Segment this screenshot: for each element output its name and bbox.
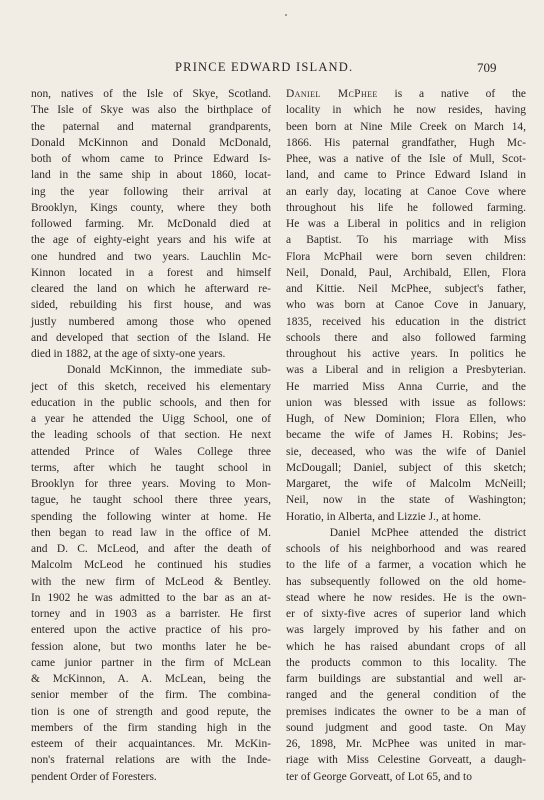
text-line: riage with Miss Celestine Gorveatt, a daugh-: [286, 754, 526, 767]
text-line: entered upon the active practice of his pro-: [31, 624, 271, 637]
text-line: and D. C. McLeod, and after the death of: [31, 543, 271, 555]
text-line: ter of George Gorveatt, of Lot 65, and to: [286, 770, 472, 783]
text-line: tague, he taught school there three years,: [31, 494, 271, 507]
text-line: 26, 1898, Mr. McPhee was united in mar-: [286, 738, 526, 750]
text-line: came junior partner in the firm of McLean: [31, 656, 271, 669]
text-line: schools there and also followed farming: [286, 331, 526, 344]
text-line: members of the firm standing high in the: [31, 721, 271, 734]
text-line: was largely improved by his father and on: [286, 624, 526, 637]
text-line: McDougall; Daniel, subject of this sketch;: [286, 461, 526, 474]
text-line: The Isle of Skye was also the birthplace of: [31, 104, 271, 117]
text-line: both of whom came to Prince Edward Is-: [31, 153, 271, 165]
text-line: throughout his active years. In politics he: [286, 348, 526, 360]
text-line: justly numbered among those who opened: [31, 315, 271, 328]
text-line: esteem of their acquaintances. Mr. McKin-: [31, 738, 271, 750]
text-line: In 1902 he was admitted to the bar as an at-: [31, 591, 271, 604]
lead-name: Daniel McPhee: [286, 88, 378, 100]
text-line: farm buildings are substantial and well ar-: [286, 673, 526, 685]
text-line: Neil, Donald, Paul, Archibald, Ellen, Flora: [286, 266, 526, 279]
text-line: and developed that section of the Island. He: [31, 331, 271, 344]
text-line: Hugh, of New Dominion; Flora Ellen, who: [286, 413, 526, 425]
text-line: He was a Liberal in politics and in religion: [286, 218, 526, 230]
text-line: has subsequently followed on the old home-: [286, 575, 526, 588]
text-line: & McKinnon, A. A. McLean, being the: [31, 673, 271, 685]
text-line: Margaret, the wife of Malcolm McNeill;: [286, 478, 526, 490]
text-line: Donald McKinnon and Donald McDonald,: [31, 136, 271, 149]
text-line: ranged and the general condition of the: [286, 689, 526, 702]
running-head: PRINCE EDWARD ISLAND.: [175, 60, 354, 74]
text-line: premises indicates the owner to be a man of: [286, 705, 526, 718]
text-line: cleared the land on which he afterward re-: [31, 283, 271, 295]
text-line: the age of eighty-eight years and his wife at: [31, 234, 271, 247]
text-line: with the new firm of McLeod & Bentley.: [31, 575, 271, 588]
text-line: a year he attended the Uigg School, one of: [31, 413, 271, 425]
text-line: land, and came to Prince Edward Island in: [286, 169, 526, 182]
page-number: 709: [477, 60, 497, 75]
text-line: and Kittie. Neil McPhee, subject's father,: [286, 283, 526, 295]
text-line: 1835, received his education in the district: [286, 315, 526, 328]
text-line: land in the same ship in about 1860, locat-: [31, 169, 271, 182]
text-line: Brooklyn for three years. Moving to Mon-: [31, 478, 271, 490]
text-line: tion is one of strength and good repute, the: [31, 705, 271, 718]
text-line: non, natives of the Isle of Skye, Scotland.: [31, 88, 271, 100]
text-line: the leading schools of that section. He next: [31, 429, 271, 442]
text-line: torney and in 1903 as a barrister. He first: [31, 608, 271, 620]
text-line: Horatio, in Alberta, and Lizzie J., at home.: [286, 510, 482, 523]
text-line: been born at Nine Mile Creek on March 14,: [286, 120, 526, 133]
text-line: died in 1882, at the age of sixty-one years.: [31, 348, 226, 360]
text-line: followed farming. Mr. McDonald died at: [31, 218, 271, 230]
text-line: fession alone, but two months later he be-: [31, 640, 271, 653]
text-line: an early day, locating at Canoe Cove where: [286, 185, 526, 198]
left-column: [31, 86, 271, 785]
text-line: sound judgment and good taste. On May: [286, 721, 526, 734]
text-line: terms, after which he taught school in: [31, 461, 271, 474]
text-line: stead where he now resides. He is the own-: [286, 591, 526, 604]
text-line: Brooklyn, Kings county, where they both: [31, 201, 271, 214]
text-line: 1866. His paternal grandfather, Hugh Mc-: [286, 136, 526, 149]
text-line: sided, rebuilding his first house, and was: [31, 299, 271, 312]
text-line: then began to read law in the office of M.: [31, 526, 271, 539]
text-line: Phee, was a native of the Isle of Mull, Scot-: [286, 153, 526, 165]
text-line: throughout his life he followed farming.: [286, 201, 526, 214]
text-line: pendent Order of Foresters.: [31, 770, 157, 783]
text-line: senior member of the firm. The combina-: [31, 689, 271, 702]
text-line: Daniel McPhee attended the district: [286, 526, 526, 539]
text-line: spending the following winter at home. He: [31, 510, 271, 523]
text-line: Kinnon located in a forest and himself: [31, 266, 271, 279]
text-line: Donald McKinnon, the immediate sub-: [31, 364, 271, 377]
first-line-rest: is a native of the: [377, 88, 526, 100]
text-line: attended Prince of Wales College three: [31, 445, 271, 458]
text-line: became the wife of James H. Robins; Jes-: [286, 429, 526, 442]
text-line: er of sixty-five acres of superior land which: [286, 608, 526, 620]
text-line: non's fraternal relations are with the Inde-: [31, 754, 271, 767]
text-line: to the life of a farmer, a vocation which he: [286, 559, 526, 572]
text-line: union was blessed with issue as follows:: [286, 396, 526, 409]
text-line: ject of this sketch, received his elementary: [31, 380, 271, 393]
text-line: [286, 86, 526, 102]
text-line: education in the public schools, and then for: [31, 396, 271, 409]
right-column: [286, 86, 526, 785]
text-line: locality in which he now resides, having: [286, 104, 526, 117]
text-line: which he has raised abundant crops of all: [286, 640, 526, 653]
text-line: one hundred and two years. Lauchlin Mc-: [31, 250, 271, 263]
text-line: a Baptist. To his marriage with Miss: [286, 234, 526, 247]
text-line: Neil, now in the state of Washington;: [286, 494, 526, 507]
text-line: was a Liberal and in religion a Presbyterian.: [286, 364, 526, 377]
text-line: He married Miss Anna Currie, and the: [286, 380, 526, 393]
page-speck: [285, 14, 287, 16]
text-line: schools of his neighborhood and was reared: [286, 543, 526, 555]
text-line: ing the year following their arrival at: [31, 185, 271, 198]
text-line: sie, deceased, who was the wife of Daniel: [286, 445, 526, 458]
text-line: the products common to this locality. The: [286, 656, 526, 669]
text-line: Malcolm McLeod he continued his studies: [31, 559, 271, 572]
text-line: Flora McPhail were born seven children:: [286, 250, 526, 263]
text-line: the paternal and maternal grandparents,: [31, 120, 271, 133]
text-line: who was born at Canoe Cove in January,: [286, 299, 526, 312]
